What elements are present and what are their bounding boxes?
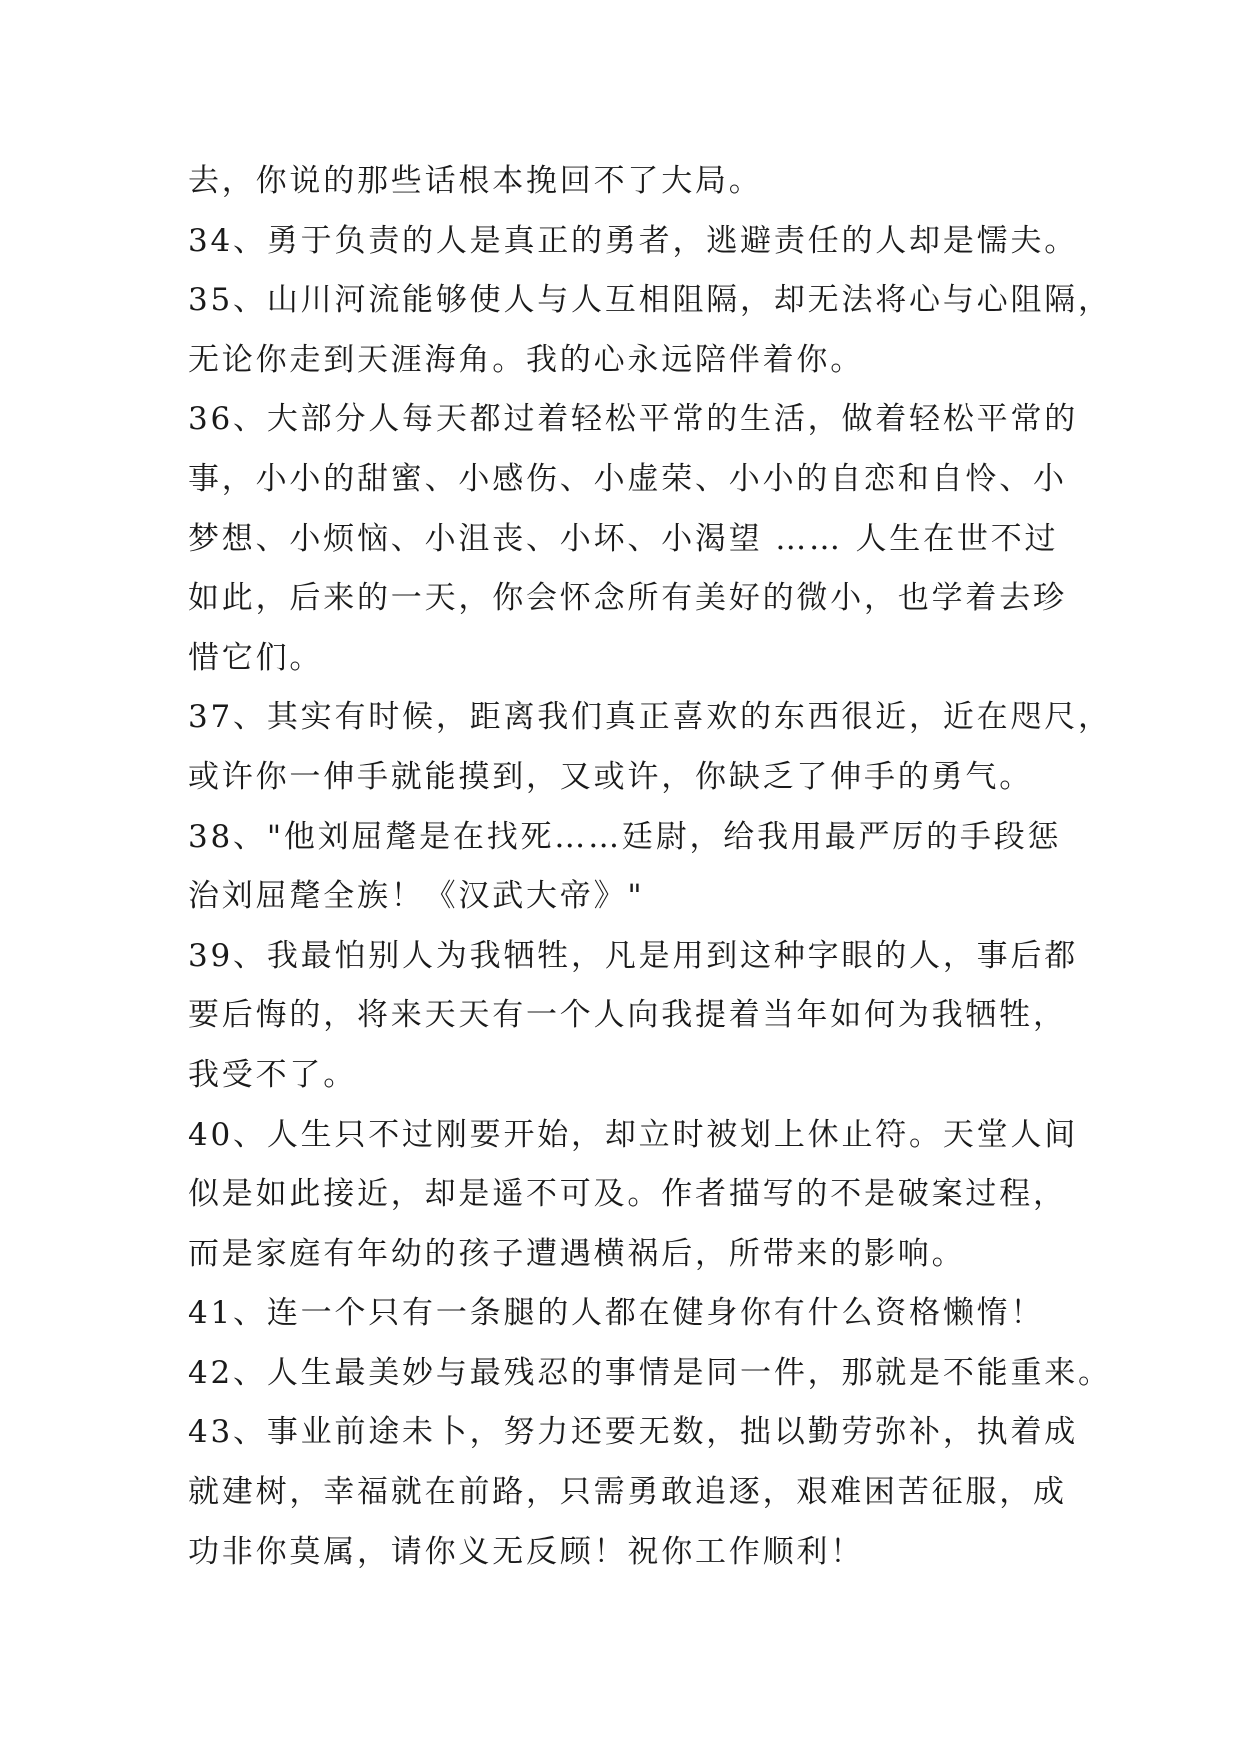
text-line: 39、我最怕别人为我牺牲，凡是用到这种字眼的人，事后都 bbox=[188, 937, 1079, 974]
text-line: 似是如此接近，却是遥不可及。作者描写的不是破案过程， bbox=[188, 1176, 1067, 1213]
text-line: 35、山川河流能够使人与人互相阻隔，却无法将心与心阻隔， bbox=[188, 282, 1112, 319]
text-line: 梦想、小烦恼、小沮丧、小坏、小渴望 …… 人生在世不过 bbox=[188, 520, 1059, 557]
text-line: 事，小小的甜蜜、小感伤、小虚荣、小小的自恋和自怜、小 bbox=[188, 460, 1067, 497]
text-line: 34、勇于负责的人是真正的勇者，逃避责任的人却是懦夫。 bbox=[188, 222, 1079, 259]
text-line: 无论你走到天涯海角。我的心永远陪伴着你。 bbox=[188, 341, 864, 378]
text-line: 36、大部分人每天都过着轻松平常的生活，做着轻松平常的 bbox=[188, 401, 1079, 438]
text-line: 治刘屈氂全族！《汉武大帝》" bbox=[188, 878, 645, 915]
text-line: 去，你说的那些话根本挽回不了大局。 bbox=[188, 163, 763, 199]
text-line: 而是家庭有年幼的孩子遭遇横祸后，所带来的影响。 bbox=[188, 1235, 966, 1272]
text-line: 惜它们。 bbox=[188, 639, 324, 676]
text-line: 或许你一伸手就能摸到，又或许，你缺乏了伸手的勇气。 bbox=[188, 758, 1033, 795]
text-line: 41、连一个只有一条腿的人都在健身你有什么资格懒惰！ bbox=[188, 1295, 1045, 1332]
text-line: 40、人生只不过刚要开始，却立时被划上休止符。天堂人间 bbox=[188, 1116, 1079, 1153]
text-line: 43、事业前途未卜，努力还要无数，拙以勤劳弥补，执着成 bbox=[188, 1414, 1079, 1451]
text-line: 38、"他刘屈氂是在找死……廷尉，给我用最严厉的手段惩 bbox=[188, 818, 1062, 855]
text-line: 要后悔的，将来天天有一个人向我提着当年如何为我牺牲， bbox=[188, 997, 1067, 1034]
text-line: 就建树，幸福就在前路，只需勇敢追逐，艰难困苦征服，成 bbox=[188, 1474, 1067, 1511]
text-line: 功非你莫属，请你义无反顾！祝你工作顺利！ bbox=[188, 1533, 864, 1570]
text-line: 我受不了。 bbox=[188, 1056, 357, 1093]
text-line: 42、人生最美妙与最残忍的事情是同一件，那就是不能重来。 bbox=[188, 1354, 1112, 1391]
text-line: 如此，后来的一天，你会怀念所有美好的微小，也学着去珍 bbox=[188, 580, 1067, 617]
document-body bbox=[188, 152, 1112, 1582]
text-line: 37、其实有时候，距离我们真正喜欢的东西很近，近在咫尺， bbox=[188, 699, 1112, 736]
